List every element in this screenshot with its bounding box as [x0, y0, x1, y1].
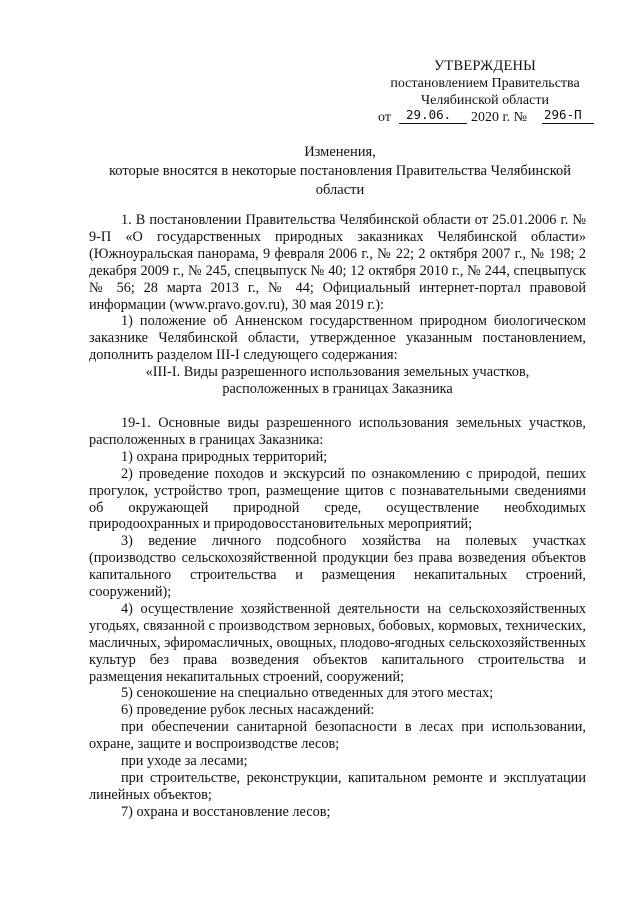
document-body: [89, 212, 586, 821]
list-item-2: 2) проведение походов и экскурсий по ознакомлению с природой, пеших прогулок, устройство троп, размещение щитов с познавательными сведениями об окружающей природной среде, осуществление необходимых природоохранных и природовосстановительных мероприятий;: [89, 465, 586, 533]
paragraph-2: 1) положение об Анненском государственном природном биологическом заказнике Челябинской области, утвержденное указанным постановлением, дополнить разделом III-I следующего содержания:: [89, 313, 586, 364]
approval-date-line: [378, 109, 600, 126]
paragraph-3: 19-1. Основные виды разрешенного использования земельных участков, расположенных в границах Заказника:: [89, 414, 586, 448]
list-item-1: 1) охрана природных территорий;: [121, 448, 328, 465]
title-line-3: области: [315, 182, 365, 198]
from-label: от: [378, 110, 391, 125]
paragraph-1: 1. В постановлении Правительства Челябинской области от 25.01.2006 г. № 9-П «О государственных природных заказниках Челябинской области» (Южноуральская панорама, 9 февраля 2006 г., № 22; 2 октября 2007 г., № 198; 2 декабря 2009 г., № 245, спецвыпуск № 40; 12 октября 2010 г., № 244, спецвыпуск № 56; 28 марта 2013 г., № 44; Официальный интернет-портал правовой информации (www.pravo.gov.ru), 30 мая 2019 г.):: [89, 212, 586, 313]
sub-item-2: при уходе за лесами;: [121, 753, 248, 770]
list-item-7: 7) охрана и восстановление лесов;: [121, 803, 331, 820]
title-line-2: которые вносятся в некоторые постановления Правительства Челябинской: [108, 163, 572, 179]
document-title: [60, 143, 620, 200]
approval-line-1: постановлением Правительства: [390, 76, 580, 91]
title-line-1: Изменения,: [304, 144, 376, 160]
spacer: [89, 398, 586, 415]
sub-item-1: при обеспечении санитарной безопасности в лесах при использовании, охране, защите и воспроизводстве лесов;: [89, 719, 586, 753]
list-item-3: 3) ведение личного подсобного хозяйства на полевых участках (производство сельскохозяйственной продукции без права возведения объектов капитального строительства и размещения некапитальных строений, сооружений);: [89, 533, 586, 601]
handwritten-number: 296-П: [544, 107, 582, 122]
date-underline: [399, 123, 467, 124]
number-underline: [542, 123, 594, 124]
list-item-4: 4) осуществление хозяйственной деятельности на сельскохозяйственных угодьях, связанной с производством зерновых, бобовых, кормовых, технических, масличных, эфиромасличных, овощных, плодово-ягодных сельскохозяйственных культур без права возведения объектов капитального строительства и размещения некапитальных строений, сооружений;: [89, 600, 586, 685]
approval-block: [370, 58, 600, 125]
handwritten-date: 29.06.: [406, 107, 452, 122]
section-title-line-1: «III-I. Виды разрешенного использования земельных участков,: [145, 364, 530, 381]
year-label: 2020 г. №: [471, 110, 528, 125]
sub-item-3: при строительстве, реконструкции, капитальном ремонте и эксплуатации линейных объектов;: [89, 770, 586, 803]
list-item-5: 5) сенокошение на специально отведенных для этого местах;: [121, 685, 494, 702]
approval-heading: УТВЕРЖДЕНЫ: [433, 58, 537, 74]
list-item-6: 6) проведение рубок лесных насаждений:: [121, 702, 375, 719]
section-title-line-2: расположенных в границах Заказника: [222, 381, 453, 398]
approval-line-2: Челябинской области: [421, 93, 549, 108]
